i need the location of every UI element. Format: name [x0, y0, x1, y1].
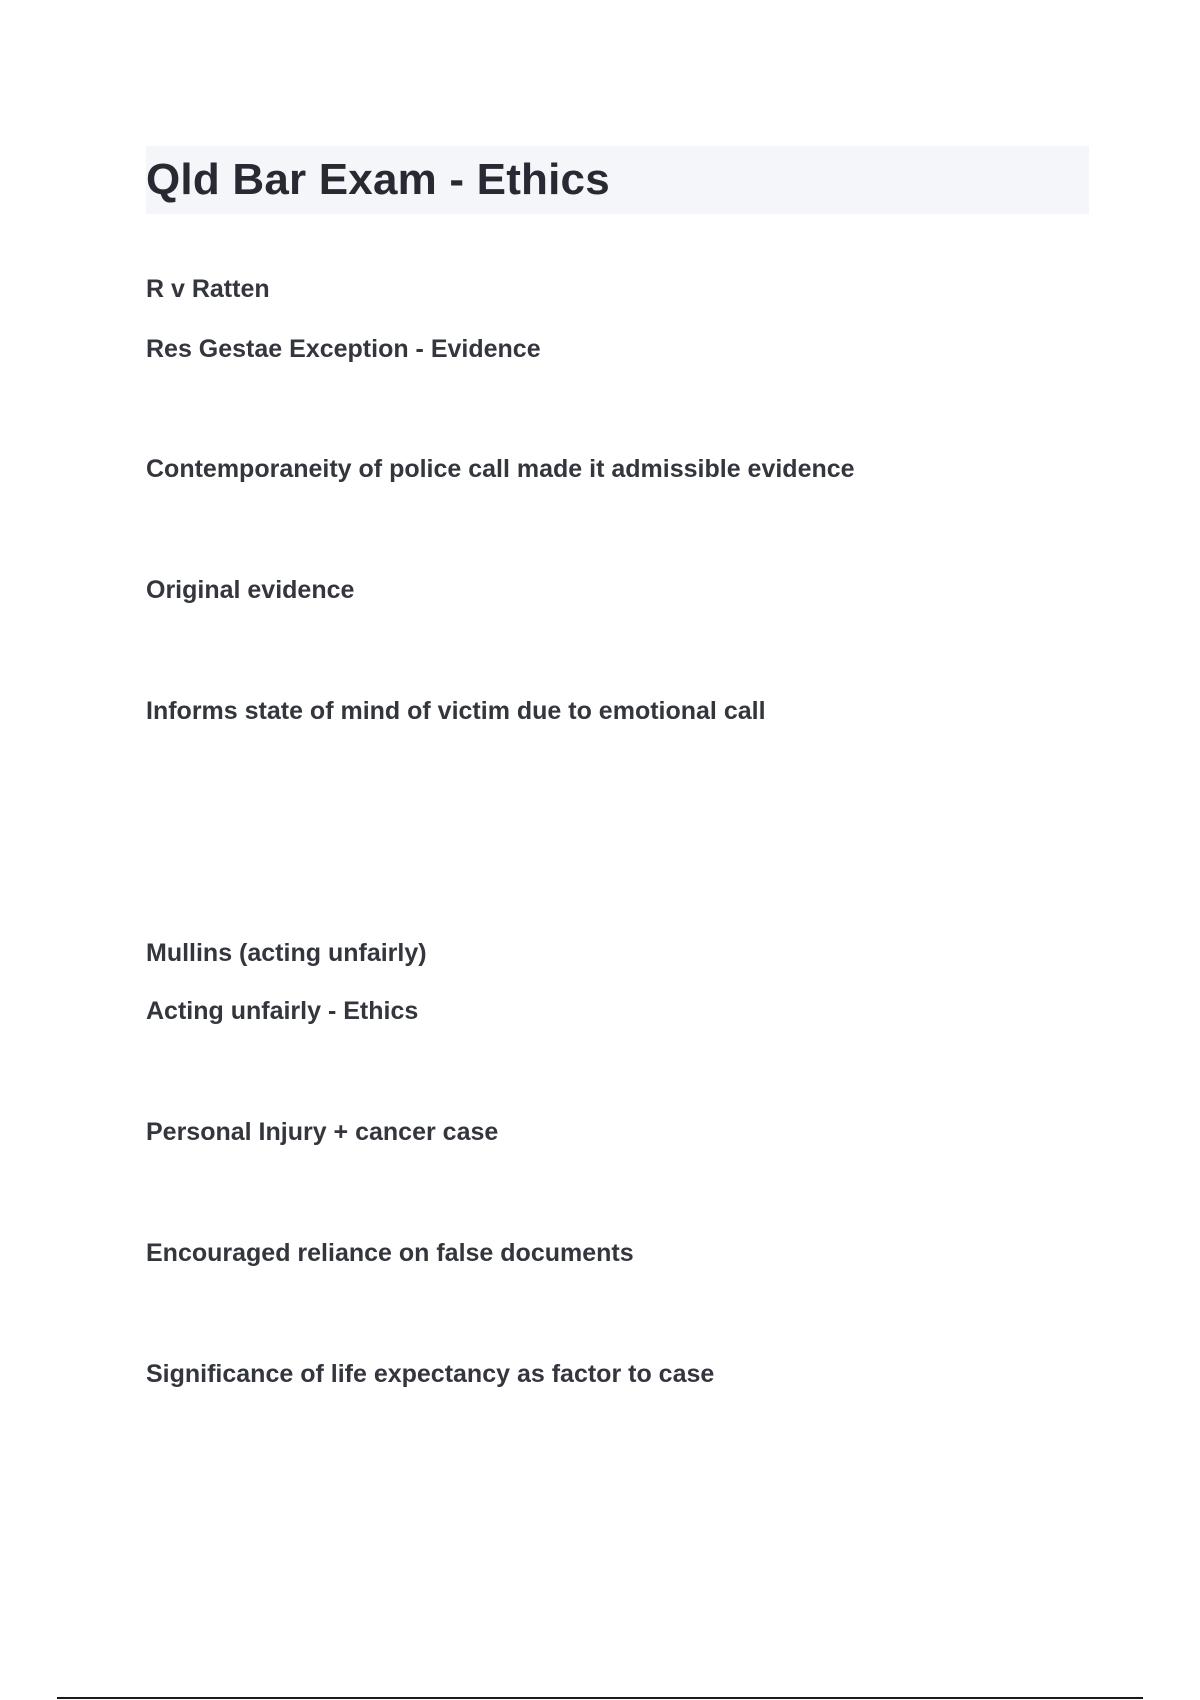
- footer-divider: [57, 1697, 1143, 1699]
- card-definition-line: Informs state of mind of victim due to emotional call: [146, 697, 766, 725]
- card-term: R v Ratten: [146, 275, 270, 303]
- card-definition-line: Original evidence: [146, 576, 355, 604]
- card-definition-line: Significance of life expectancy as factor to case: [146, 1360, 715, 1388]
- card-definition-line: Res Gestae Exception - Evidence: [146, 335, 541, 363]
- card-definition-line: Acting unfairly - Ethics: [146, 997, 419, 1025]
- title-banner: [146, 146, 1089, 214]
- card-definition-line: Contemporaneity of police call made it admissible evidence: [146, 455, 855, 483]
- card-definition-line: Encouraged reliance on false documents: [146, 1239, 634, 1267]
- card-term: Mullins (acting unfairly): [146, 939, 427, 967]
- document-title: Qld Bar Exam - Ethics: [146, 155, 610, 204]
- card-definition-line: Personal Injury + cancer case: [146, 1118, 499, 1146]
